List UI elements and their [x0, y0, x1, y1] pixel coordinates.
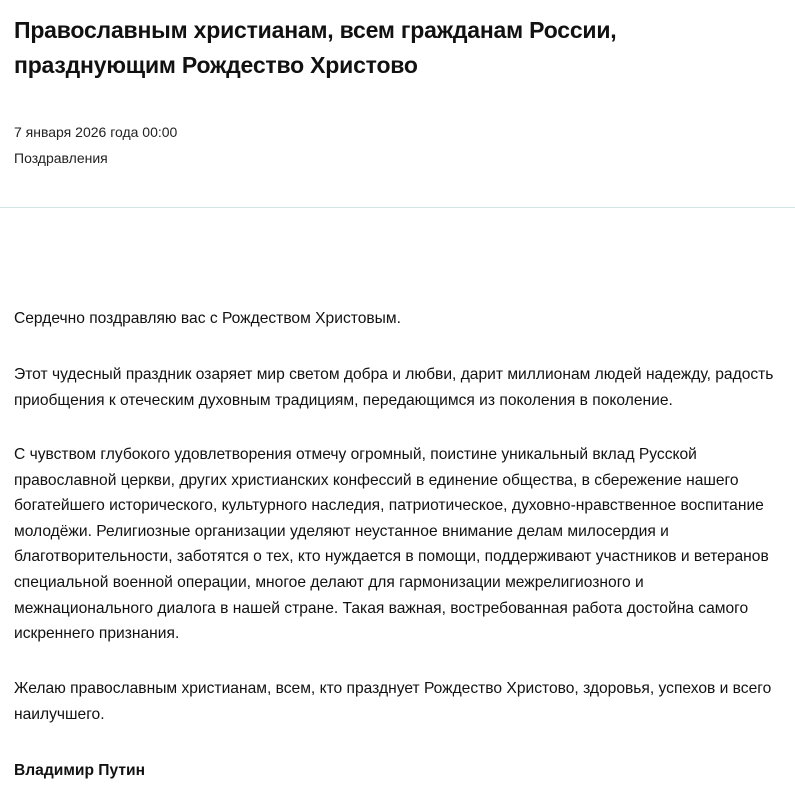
- article-paragraph-1: Сердечно поздравляю вас с Рождеством Христовым.: [14, 310, 401, 327]
- page-title: Православным христианам, всем гражданам России, празднующим Рождество Христово: [14, 17, 617, 78]
- article-paragraph-2: Этот чудесный праздник озаряет мир светом добра и любви, дарит миллионам людей надежду, радость приобщения к отеческим духовным традициям, передающимся из поколения в поколение.: [14, 366, 774, 409]
- category-link[interactable]: Поздравления: [14, 150, 108, 166]
- signature: Владимир Путин: [14, 762, 146, 779]
- article-paragraph-3: С чувством глубокого удовлетворения отмечу огромный, поистине уникальный вклад Русской православной церкви, других христианских конфессий в единение общества, в сбережение нашего богатейшего исторического, культурного наследия, патриотическое, духовно-нравственное воспитание молодёжи. Религиозные организации уделяют неустанное внимание делам милосердия и благотворительности, заботятся о тех, кто нуждается в помощи, поддерживают участников и ветеранов специальной военной операции, многое делают для гармонизации межрелигиозного и межнационального диалога в нашей стране. Такая важная, востребованная работа достойна самого искреннего признания.: [14, 446, 769, 643]
- article-paragraph-4: Желаю православным христианам, всем, кто празднует Рождество Христово, здоровья, успехов и всего наилучшего.: [14, 680, 772, 723]
- publication-date: 7 января 2026 года 00:00: [14, 124, 178, 140]
- article-header: [0, 0, 795, 208]
